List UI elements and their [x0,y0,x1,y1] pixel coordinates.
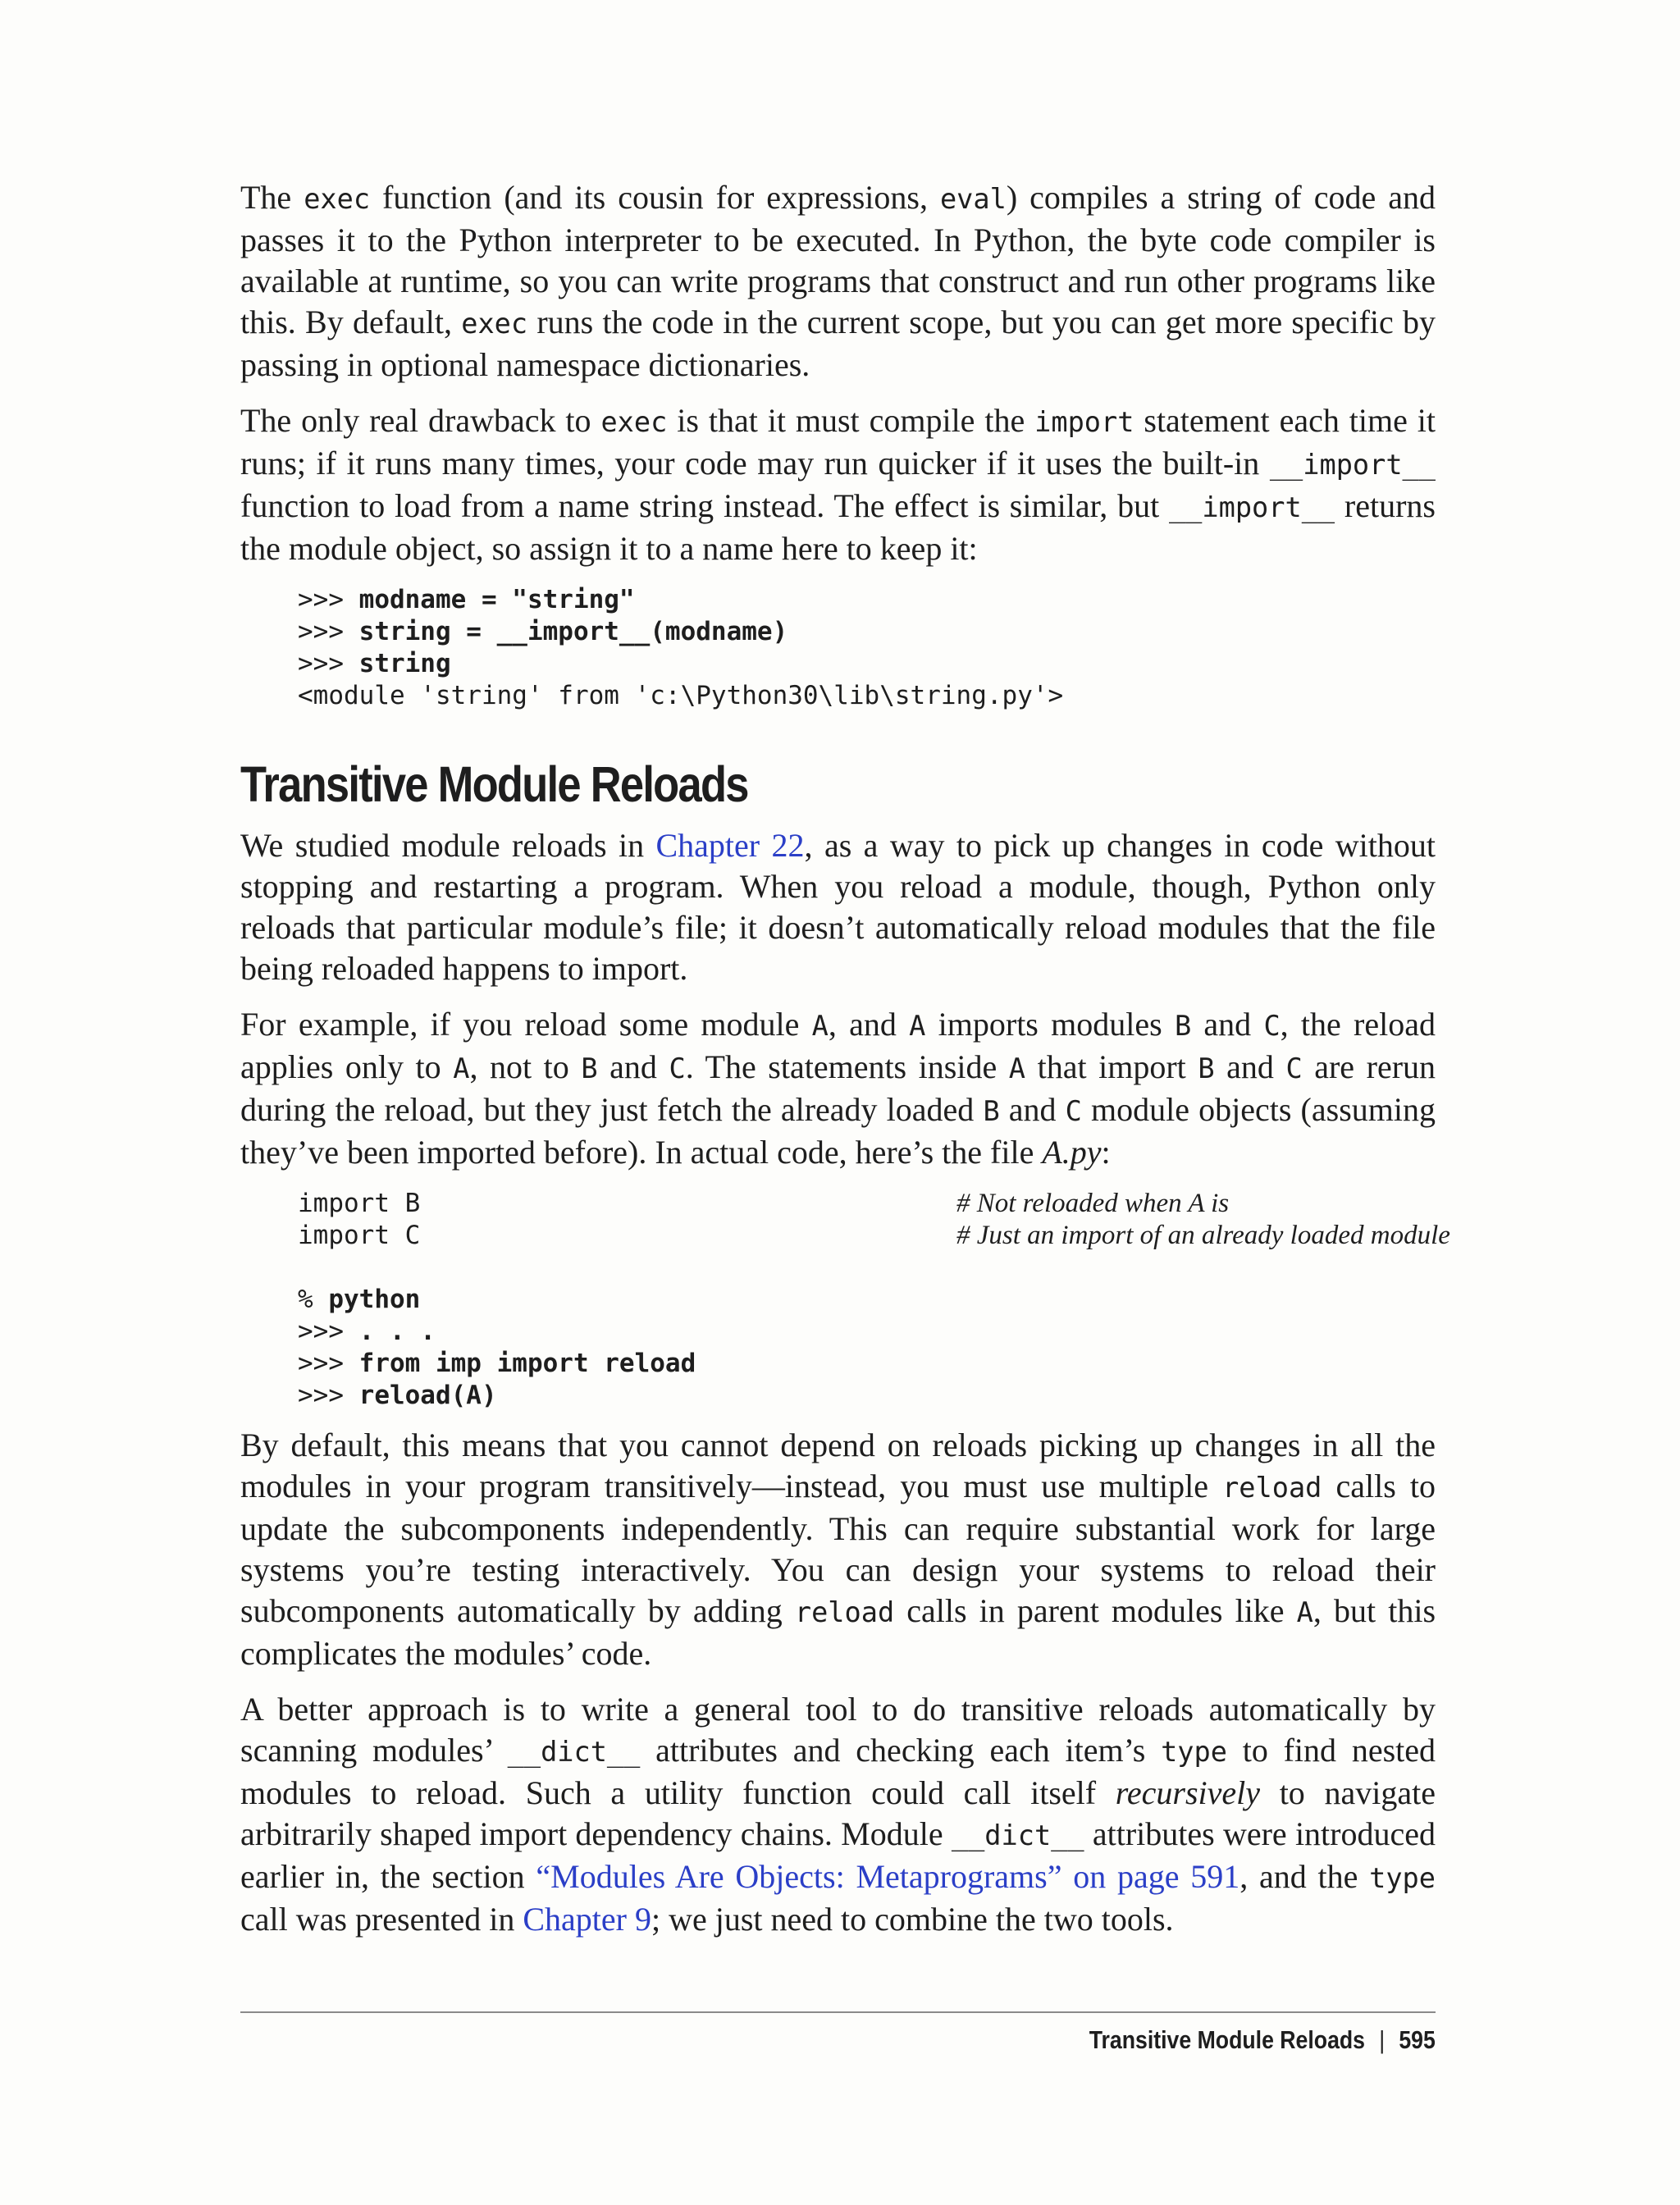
inline-code: B [1174,1010,1192,1042]
inline-code: import [1034,406,1134,438]
code-line: import B # Not reloaded when A is [298,1189,1230,1218]
paragraph-exec-function: The exec function (and its cousin for expressions, eval) compiles a string of code and passes it to the Python interpreter to be executed. In Python, the byte code compiler is available at runtime, so you can write programs that construct and run other programs like this. By default, exec runs the code in the current scope, but you can get more specific by passing in optional namespace dictionaries. [240,179,1436,383]
inline-code: exec [304,183,371,215]
inline-code: C [1065,1095,1082,1127]
cross-reference-link[interactable]: Chapter 22 [655,827,805,864]
code-line: >>> modname = "string" [298,585,635,614]
inline-code: eval [939,183,1007,215]
inline-code: __dict__ [951,1819,1084,1851]
inline-code: B [983,1095,1000,1127]
code-block-import [298,584,1436,712]
code-output-line: <module 'string' from 'c:\Python30\lib\string.py'> [298,681,1064,710]
code-line: >>> from imp import reload [298,1349,696,1378]
running-footer [1089,2024,1436,2057]
cross-reference-link[interactable]: “Modules Are Objects: Metaprograms” on page 591 [536,1858,1240,1895]
code-comment: # Just an import of an already loaded module [956,1221,1450,1250]
code-line: >>> . . . [298,1317,436,1346]
code-line: >>> reload(A) [298,1381,497,1410]
inline-code: A [909,1010,926,1042]
inline-code: A [1008,1052,1026,1084]
paragraph-by-default: By default, this means that you cannot depend on reloads picking up changes in all the modules in your program transitively—instead, you must use multiple reload calls to update the subcomponents independently. This can require substantial work for large systems you’re testing interactively. You can design your systems to reload their subcomponents automatically by adding reload calls in parent modules like A, but this complicates the modules’ code. [240,1427,1436,1672]
inline-code: __dict__ [507,1736,641,1768]
inline-code: __import__ [1168,491,1335,523]
inline-code: A [1296,1596,1313,1628]
footer-section-title: Transitive Module Reloads [1089,2025,1366,2054]
code-line: import C # Just an import of an already loaded module [298,1221,1450,1250]
inline-code: reload [794,1596,895,1628]
code-line: >>> string [298,649,451,678]
code-comment: # Not reloaded when A is [956,1189,1230,1218]
footer-divider [240,2011,1436,2013]
section-heading: Transitive Module Reloads [240,756,748,812]
footer-separator: | [1379,2025,1386,2054]
page-number: 595 [1399,2025,1436,2054]
inline-code: type [1369,1862,1436,1894]
cross-reference-link[interactable]: Chapter 9 [523,1901,651,1938]
paragraph-better-approach: A better approach is to write a general tool to do transitive reloads automatically by scanning modules’ __dict__ attributes and checking each item’s type to find nested modules to reload. Such a utility function could call itself recursively to navigate arbitrarily shaped import dependency chains. Module __dict__ attributes were introduced earlier in, the section “Modules Are Objects: Metaprograms” on page 591, and the type call was presented in Chapter 9; we just need to combine the two tools. [240,1691,1436,1938]
inline-code: B [1198,1052,1215,1084]
emphasis: recursively [1115,1774,1260,1811]
inline-code: reload [1222,1472,1322,1504]
paragraph-example: For example, if you reload some module A, and A imports modules B and C, the reload applies only to A, not to B and C. The statements inside A that import B and C are rerun during the reload, but they just fetch the already loaded B and C module objects (assuming they’ve been imported before). In actual code, here’s the file A.py: [240,1006,1436,1171]
paragraph-exec-drawback: The only real drawback to exec is that it must compile the import statement each time it runs; if it runs many times, your code may run quicker if it uses the built-in __import__ function to load from a name string instead. The effect is similar, but __import__ returns the module object, so assign it to a name here to keep it: [240,402,1436,567]
emphasis: A.py [1042,1134,1102,1171]
page-body [240,177,1450,1955]
code-line: % python [298,1285,421,1314]
inline-code: exec [600,406,668,438]
inline-code: B [581,1052,598,1084]
inline-code: type [1161,1736,1227,1768]
code-line: >>> string = __import__(modname) [298,617,788,646]
inline-code: C [1285,1052,1303,1084]
inline-code: A [453,1052,470,1084]
inline-code: C [669,1052,686,1084]
inline-code: __import__ [1269,449,1436,481]
code-block-reload [298,1188,1450,1412]
inline-code: exec [461,308,528,340]
paragraph-module-reloads: We studied module reloads in Chapter 22, as a way to pick up changes in code without stopping and restarting a program. When you reload a module, though, Python only reloads that particular module’s file; it doesn’t automatically reload modules that the file being reloaded happens to import. [240,827,1436,987]
inline-code: C [1263,1010,1281,1042]
inline-code: A [811,1010,829,1042]
